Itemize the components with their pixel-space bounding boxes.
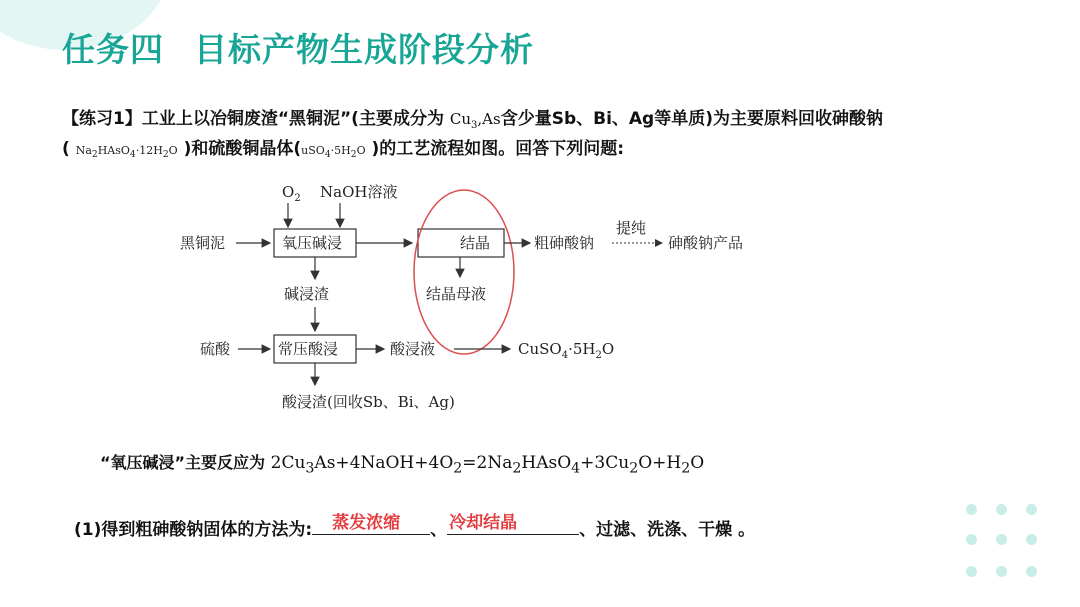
question1-separator: 、 [430,520,448,540]
answer-blank-1 [312,514,430,535]
process-flowchart [170,175,790,425]
label-sulfuric: 硫酸 [200,340,231,358]
label-cuso4: $CuSO_4\cdot 5H_2O$ [518,340,615,361]
label-naoh: NaOH溶液 [320,183,398,201]
question1-prefix: (1)得到粗砷酸钠固体的方法为: [74,520,313,540]
label-acid-liquor: 酸浸液 [390,340,436,358]
title-topic: 目标产物生成阶段分析 [194,30,534,69]
paren-open: ( [62,139,76,159]
label-alkali-residue: 碱浸渣 [284,285,330,303]
deco-dot [1026,504,1037,515]
exercise-line1-prefix: 【练习1】工业上以冶铜废渣“黑铜泥”(主要成分为 [62,109,450,129]
answer-cool-crystallize: 冷却结晶 [449,513,518,533]
label-purify: 提纯 [616,219,647,237]
exercise-line1-suffix: 含少量Sb、Bi、Ag等单质)为主要原料回收砷酸钠 [500,109,883,129]
formula-na2hasO4: $Na_2HAsO_4\cdot 12H_2O$ [75,144,178,161]
exercise-line-1 [62,104,883,131]
answer-blank-2 [447,514,579,535]
label-step1: 氧压碱浸 [282,234,343,252]
label-step2: 结晶 [460,234,491,252]
title-task-number: 任务四 [62,30,164,69]
deco-dot [996,566,1007,577]
label-mother-liquor: 结晶母液 [426,285,487,303]
page-title [62,24,534,71]
label-raw-material: 黑铜泥 [180,234,226,252]
label-o2: $O_2$ [282,183,301,204]
answer-evaporate: 蒸发浓缩 [332,513,401,533]
deco-dot [966,534,977,545]
deco-dot [1026,534,1037,545]
label-crude: 粗砷酸钠 [534,234,595,252]
reaction-line [100,450,704,476]
formula-cu3as: $Cu_3,As$ [449,110,501,131]
reaction-label: “氧压碱浸”主要反应为 [100,453,266,472]
exercise-line-2 [62,134,624,160]
label-final-product: 砷酸钠产品 [668,234,744,252]
formula-cuso4-small: $uSO_4\cdot 5H_2O$ [301,144,366,161]
label-acid-residue: 酸浸渣(回收Sb、Bi、Ag) [282,393,455,411]
deco-dot [996,504,1007,515]
deco-dot [1026,566,1037,577]
exercise-line2-suffix: )的工艺流程如图。回答下列问题: [371,139,625,159]
highlight-circle [414,190,514,354]
question-1 [74,514,755,540]
exercise-line2-mid: )和硫酸铜晶体( [183,139,302,159]
deco-dot [966,504,977,515]
deco-dot [996,534,1007,545]
decorative-dot-grid [960,500,1060,590]
deco-dot [966,566,977,577]
label-step3: 常压酸浸 [278,340,339,358]
question1-suffix: 、过滤、洗涤、干燥 。 [579,520,756,540]
reaction-formula: $2Cu_3As+4NaOH+4O_2=2Na_2HAsO_4+3Cu_2O+H_2O$ [270,453,705,477]
